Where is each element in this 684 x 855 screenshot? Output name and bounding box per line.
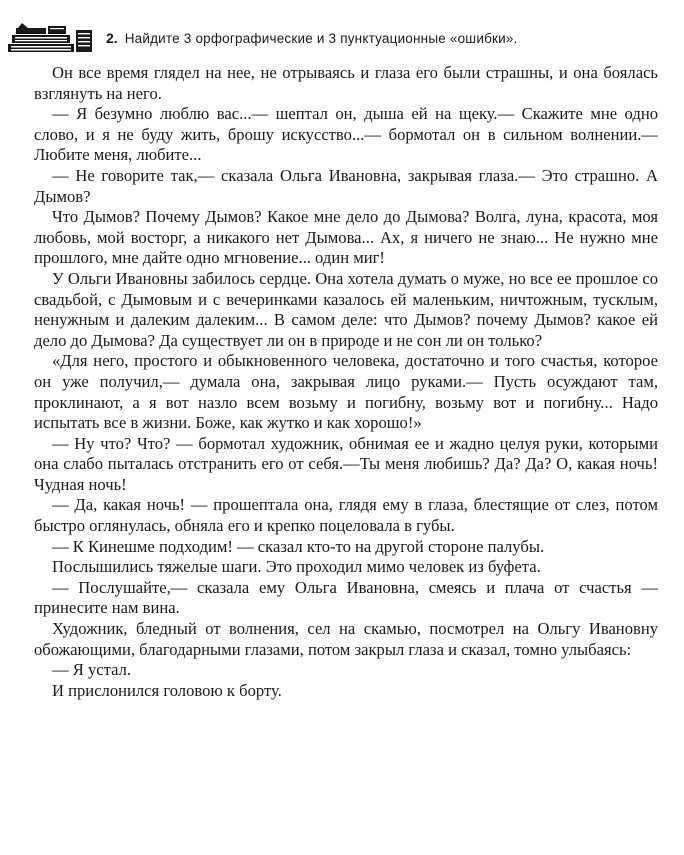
paragraph: «Для него, простого и обыкновенного человека, достаточно и того счастья, которое он уже получил,— думала она, закрывая лицо руками.— Пусть осуждают там, проклинают, а я вот назло всем возьму и погибну, возьму вот и погибну... Надо испытать все в жизни. Боже, как жутко и как хорошо!» — [34, 351, 658, 433]
paragraph: Он все время глядел на нее, не отрываясь и глаза его были страшны, и она боялась взглянуть на него. — [34, 63, 658, 103]
paragraph: — Не говорите так,— сказала Ольга Ивановна, закрывая глаза.— Это страшно. А Дымов? — [34, 165, 658, 206]
paragraph: Послышились тяжелые шаги. Это проходил мимо человек из буфета. — [52, 557, 541, 577]
paragraph: — Я устал. — [52, 660, 132, 680]
stack-of-books-icon — [6, 22, 94, 54]
exercise-text — [34, 63, 658, 701]
exercise-header — [6, 18, 674, 58]
paragraph: Что Дымов? Почему Дымов? Какое мне дело до Дымова? Волга, луна, красота, моя любовь, мой восторг, а никакого нет Дымова... Ах, я ничего не знаю... Не нужно мне прошлого, мне дайте одно мгновение... один миг! — [34, 207, 658, 268]
exercise-number: 2. — [106, 30, 118, 46]
paragraph: У Ольги Ивановны забилось сердце. Она хотела думать о муже, но все ее прошлое со свадьбой, с Дымовым и с вечеринками казалось ей маленьким, ничтожным, тусклым, ненужным и далеким далеким... В самом деле: что Дымов? почему Дымов? какое ей дело до Дымова? Да существует ли он в природе и не сон ли он только? — [34, 268, 658, 350]
paragraph: И прислонился головою к борту. — [52, 680, 282, 700]
paragraph: — Да, какая ночь! — прошептала она, глядя ему в глаза, блестящие от слез, потом быстро оглянулась, обняла его и крепко поцеловала в губы. — [34, 495, 658, 536]
paragraph: — Я безумно люблю вас...— шептал он, дыша ей на щеку.— Скажите мне одно слово, и я не буду жить, брошу искусство...— бормотал он в сильном волнении.— Любите меня, любите... — [34, 104, 658, 165]
paragraph: — Ну что? Что? — бормотал художник, обнимая ее и жадно целуя руки, которыми она слабо пыталась отстранить его от себя.—Ты меня любишь? Да? Да? О, какая ночь! Чудная ночь! — [34, 433, 658, 494]
paragraph: — К Кинешме подходим! — сказал кто-то на другой стороне палубы. — [52, 536, 545, 556]
exercise-instruction: Найдите 3 орфографические и 3 пунктуационные «ошибки». — [124, 30, 518, 46]
paragraph: Художник, бледный от волнения, сел на скамью, посмотрел на Ольгу Ивановну обожающими, благодарными глазами, потом закрыл глаза и сказал, томно улыбаясь: — [34, 619, 658, 659]
paragraph: — Послушайте,— сказала ему Ольга Ивановна, смеясь и плача от счастья — принесите нам вина. — [34, 577, 658, 618]
